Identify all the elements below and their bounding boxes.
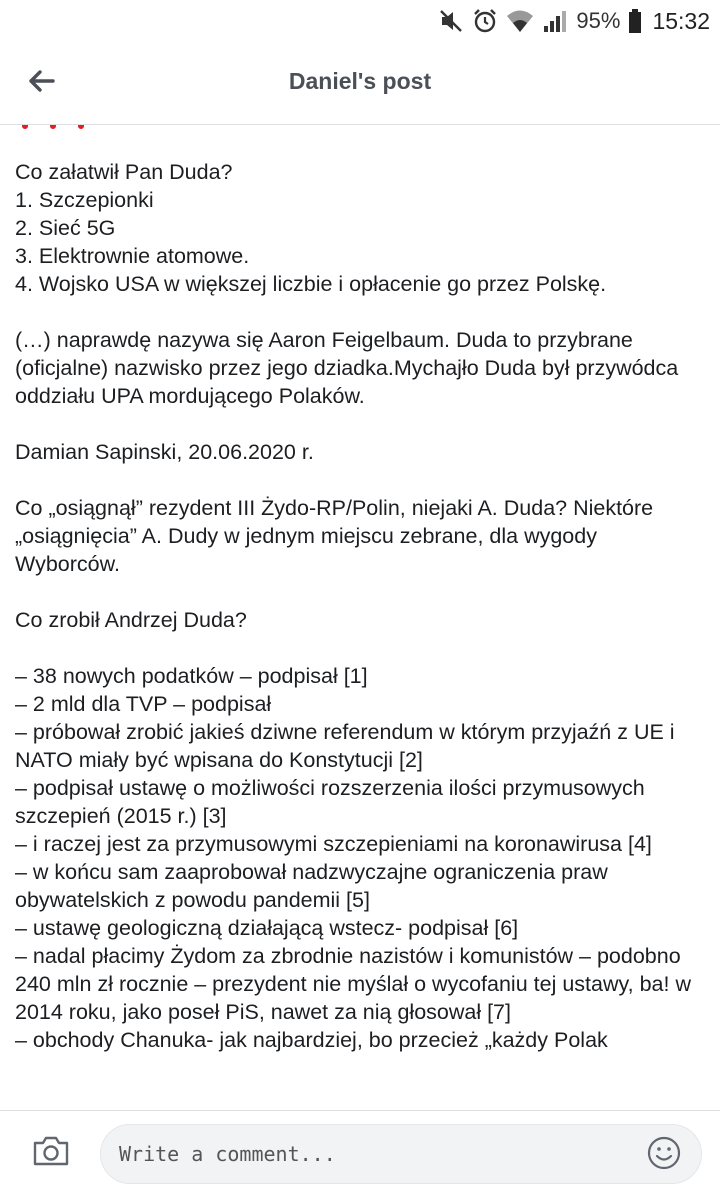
post-line: – obchody Chanuka- jak najbardziej, bo przecież „każdy Polak [15,1028,608,1052]
post-line: Co załatwił Pan Duda? [15,160,233,184]
red-mark [22,125,28,129]
camera-icon [32,1135,70,1172]
signal-icon [542,8,568,34]
post-line: Co zrobił Andrzej Duda? [15,608,247,632]
post-line: – próbował zrobić jakieś dziwne referendum w którym przyjaźń z UE i NATO miały być wpisana do Konstytucji [2] [15,720,675,772]
paragraph-gap [15,298,705,326]
post-body [0,125,720,1110]
status-icons [438,6,710,36]
red-mark [78,125,84,129]
comment-input[interactable] [100,1124,702,1184]
post-line: – i raczej jest za przymusowymi szczepieniami na koronawirusa [4] [15,832,652,856]
post-line: Co „osiągnął” rezydent III Żydo-RP/Polin, niejaki A. Duda? Niektóre „osiągnięcia” A. Dudy w jednym miejscu zebrane, dla wygody Wyborców. [15,496,654,576]
red-mark [50,125,56,129]
alarm-icon [472,8,498,34]
post-line: 4. Wojsko USA w większej liczbie i opłacenie go przez Polskę. [15,272,607,296]
post-line: (…) naprawdę nazywa się Aaron Feigelbaum. Duda to przybrane (oficjalne) nazwisko przez jego dziadka.Mychajło Duda był przywódca oddziału UPA mordującego Polaków. [15,328,679,408]
post-line: – nadal płacimy Żydom za zbrodnie nazistów i komunistów – podobno 240 mln zł rocznie – prezydent nie myślał o wycofaniu tej ustawy, ba! w 2014 roku, jako poseł PiS, nawet za nią głosował [7] [15,944,691,1024]
wifi-icon [506,8,534,34]
post-line: – w końcu sam zaaprobował nadzwyczajne ograniczenia praw obywatelskich z powodu pandemii [5] [15,860,608,912]
status-bar [0,0,720,44]
post-line: 3. Elektrownie atomowe. [15,244,250,268]
post-line: 2. Sieć 5G [15,216,116,240]
emoji-icon [647,1136,681,1175]
post-line: – ustawę geologiczną działającą wstecz- podpisał [6] [15,916,519,940]
mute-icon [438,8,464,34]
paragraph-gap [15,410,705,438]
post-text [15,158,705,1054]
emoji-button[interactable] [645,1136,683,1174]
comment-bar [0,1110,720,1194]
paragraph-gap [15,466,705,494]
paragraph-gap [15,578,705,606]
post-line: 1. Szczepionki [15,188,154,212]
post-line: Damian Sapinski, 20.06.2020 r. [15,440,314,464]
post-line: – 38 nowych podatków – podpisał [1] [15,664,368,688]
battery-icon [628,8,642,34]
status-time: 15:32 [652,7,710,34]
paragraph-gap [15,634,705,662]
page-title: Daniel's post [288,68,432,94]
decorative-red-marks [22,125,84,129]
battery-percent: 95% [576,8,621,33]
camera-button[interactable] [28,1133,74,1173]
post-line: – 2 mld dla TVP – podpisał [15,692,272,716]
post-line: – podpisał ustawę o możliwości rozszerzenia ilości przymusowych szczepień (2015 r.) [3] [15,776,645,828]
post-header [0,44,720,125]
